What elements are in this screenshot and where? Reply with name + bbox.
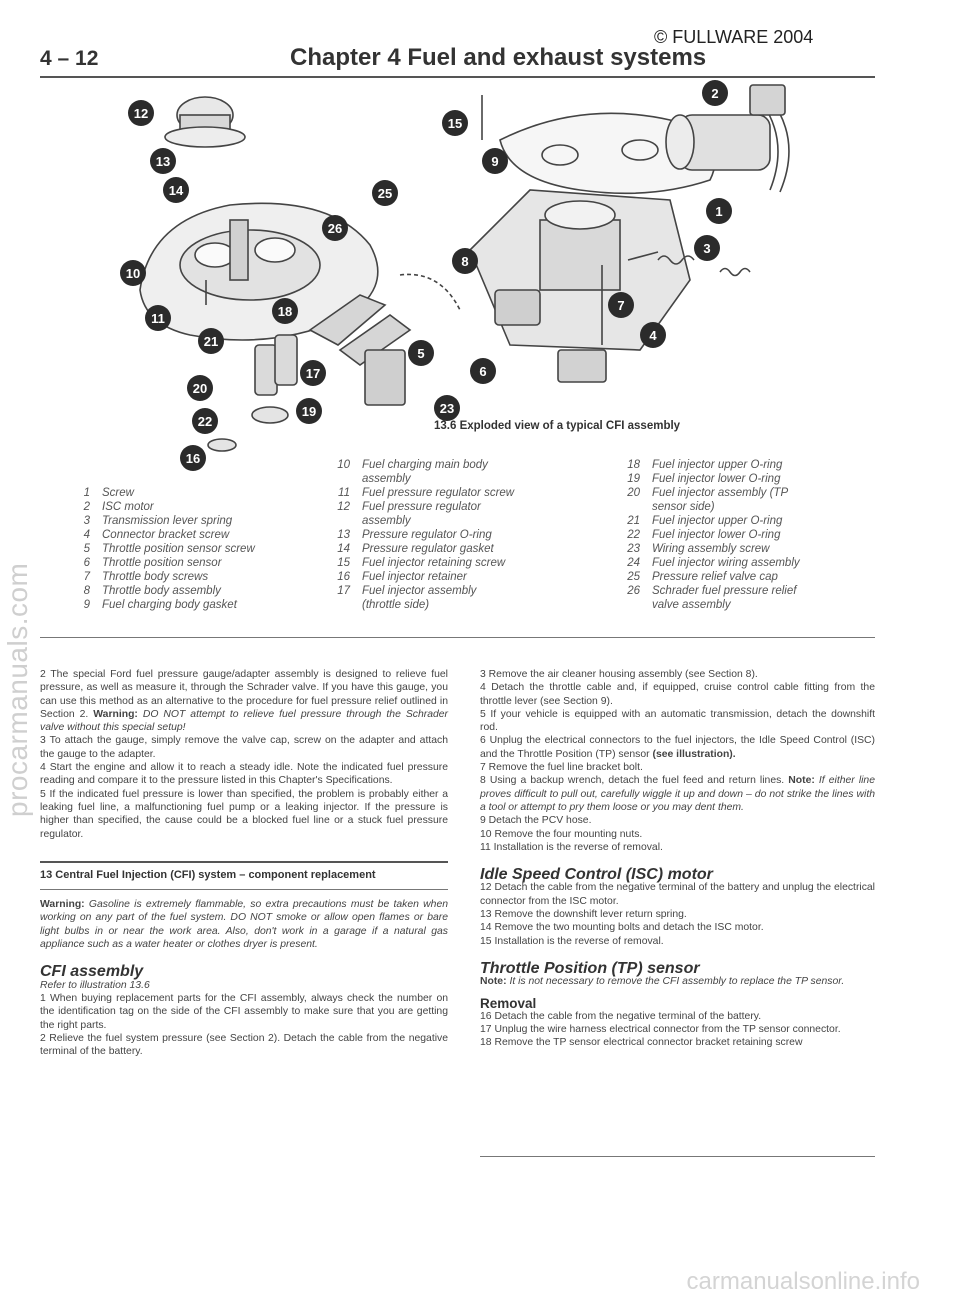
- legend-item: 21 Fuel injector upper O-ring: [627, 515, 783, 527]
- legend-item: 11 Fuel pressure regulator screw: [338, 487, 515, 499]
- paragraph-r12: 12 Detach the cable from the negative terminal of the battery and unplug the electrical connector from the ISC motor.: [480, 882, 875, 907]
- callout-23: 23: [434, 395, 460, 421]
- legend-column-2: [330, 458, 585, 612]
- legend-item: 19 Fuel injector lower O-ring: [627, 473, 781, 485]
- legend-item: 8 Throttle body assembly: [83, 585, 221, 597]
- legend-item: 7 Throttle body screws: [83, 571, 209, 583]
- legend-item: 23 Wiring assembly screw: [627, 543, 770, 555]
- legend-column-3: [620, 458, 875, 612]
- callout-3: 3: [694, 235, 720, 261]
- callout-15: 15: [442, 110, 468, 136]
- legend-item: 16 Fuel injector retainer: [337, 571, 467, 583]
- callout-6: 6: [470, 358, 496, 384]
- callout-4: 4: [640, 322, 666, 348]
- copyright-notice: © FULLWARE 2004: [654, 27, 814, 47]
- callout-1: 1: [706, 198, 732, 224]
- legend-item: 9 Fuel charging body gasket: [83, 599, 237, 611]
- callout-25: 25: [372, 180, 398, 206]
- legend-item: 3 Transmission lever spring: [83, 515, 233, 527]
- callout-19: 19: [296, 398, 322, 424]
- callout-8: 8: [452, 248, 478, 274]
- left-body-column: [40, 668, 448, 1058]
- figure-caption: 13.6 Exploded view of a typical CFI assembly: [434, 420, 681, 432]
- legend-item: 1 Screw: [83, 487, 134, 499]
- right-body-column: [480, 668, 875, 1050]
- paragraph-r18: 18 Remove the TP sensor electrical connector bracket retaining screw: [480, 1037, 803, 1049]
- paragraph-r16: 16 Detach the cable from the negative terminal of the battery.: [480, 1010, 762, 1022]
- callout-10: 10: [120, 260, 146, 286]
- callout-2: 2: [702, 80, 728, 106]
- isc-motor-heading: Idle Speed Control (ISC) motor: [480, 866, 713, 884]
- paragraph-r6: 6 Unplug the electrical connectors to the fuel injectors, the Idle Speed Control (ISC) and the Throttle Position (TP) sensor (see illustration).: [480, 735, 875, 760]
- chapter-title: Chapter 4 Fuel and exhaust systems: [290, 44, 707, 71]
- paragraph-4: 4 Start the engine and allow it to reach a steady idle. Note the indicated fuel pressure reading and compare it to the pressure listed in this Chapter's Specifications.: [40, 762, 448, 787]
- callout-12: 12: [128, 100, 154, 126]
- paragraph-r13: 13 Remove the downshift lever return spring.: [480, 909, 687, 921]
- paragraph-r9: 9 Detach the PCV hose.: [480, 815, 592, 827]
- legend-item: 25 Pressure relief valve cap: [627, 571, 778, 583]
- callout-18: 18: [272, 298, 298, 324]
- watermark-carmanualsonline: carmanualsonline.info: [686, 1268, 920, 1295]
- paragraph-r8: 8 Using a backup wrench, detach the fuel feed and return lines. Note: If either line proves difficult to pull out, carefully wiggle it up and down – do not strike the lines with a tool or attempt to pry them loose or you may dent them.: [480, 775, 875, 813]
- legend-divider: [40, 637, 875, 638]
- legend-item: 2 ISC motor: [83, 501, 154, 513]
- section-heading-13: 13 Central Fuel Injection (CFI) system – component replacement: [40, 861, 448, 890]
- paragraph-r17: 17 Unplug the wire harness electrical connector from the TP sensor connector.: [480, 1024, 841, 1036]
- legend-item: 14 Pressure regulator gasket: [337, 543, 494, 555]
- callout-14: 14: [163, 177, 189, 203]
- callout-5: 5: [408, 340, 434, 366]
- legend-item: 20 Fuel injector assembly (TP sensor side): [627, 487, 788, 513]
- paragraph-c1: 1 When buying replacement parts for the CFI assembly, always check the number on the identification tag on the side of the CFI assembly to make sure that you are getting the right parts.: [40, 992, 448, 1031]
- legend-item: 5 Throttle position sensor screw: [83, 543, 255, 555]
- paragraph-c2: 2 Relieve the fuel system pressure (see Section 2). Detach the cable from the negative terminal of the battery.: [40, 1032, 448, 1058]
- watermark-procarmanuals: procarmanuals.com: [2, 562, 33, 818]
- legend-item: 12 Fuel pressure regulator assembly: [337, 501, 481, 527]
- callout-11: 11: [145, 305, 171, 331]
- callout-20: 20: [187, 375, 213, 401]
- paragraph-5: 5 If the indicated fuel pressure is lower than specified, the problem is probably either a leaking fuel line, a malfunctioning fuel pump or a leaking injector. If the pressure is higher than specified, the cause could be a blocked fuel line or a stuck fuel pressure regulator.: [40, 788, 448, 840]
- legend-item: 6 Throttle position sensor: [83, 557, 222, 569]
- legend-item: 26 Schrader fuel pressure relief valve assembly: [627, 585, 797, 611]
- paragraph-r7: 7 Remove the fuel line bracket bolt.: [480, 762, 643, 774]
- callout-17: 17: [300, 360, 326, 386]
- legend-item: 4 Connector bracket screw: [83, 529, 230, 541]
- paragraph-3: 3 To attach the gauge, simply remove the valve cap, screw on the adapter and attach the gauge to the adapter.: [40, 735, 448, 760]
- callout-26: 26: [322, 215, 348, 241]
- tp-sensor-heading: Throttle Position (TP) sensor: [480, 959, 700, 977]
- legend-item: 15 Fuel injector retaining screw: [337, 557, 506, 569]
- paragraph-2: 2 The special Ford fuel pressure gauge/adapter assembly is designed to relieve fuel pressure, as well as measure it, through the Schrader valve. If you have this gauge, you can use this method as an alternative to the procedure for fuel pressure relief outlined in Section 2. Warning: DO NOT attempt to relieve fuel pressure through the Schrader valve without this special setup!: [40, 669, 448, 734]
- paragraph-r14: 14 Remove the two mounting bolts and detach the ISC motor.: [480, 922, 764, 934]
- legend-column-1: [70, 486, 300, 612]
- callout-13: 13: [150, 148, 176, 174]
- illustration-reference: Refer to illustration 13.6: [40, 979, 150, 991]
- legend-item: 10 Fuel charging main body assembly: [337, 459, 488, 485]
- paragraph-r10: 10 Remove the four mounting nuts.: [480, 828, 643, 840]
- callout-22: 22: [192, 408, 218, 434]
- paragraph-r15: 15 Installation is the reverse of removal.: [480, 935, 664, 947]
- paragraph-r11: 11 Installation is the reverse of removal.: [480, 841, 663, 853]
- callout-16: 16: [180, 445, 206, 471]
- tp-note: Note: It is not necessary to remove the CFI assembly to replace the TP sensor.: [480, 976, 845, 988]
- legend-item: 24 Fuel injector wiring assembly: [627, 557, 800, 569]
- cfi-assembly-drawing: [110, 80, 870, 460]
- page-number: 4 – 12: [40, 47, 99, 70]
- legend-item: 22 Fuel injector lower O-ring: [627, 529, 781, 541]
- callout-7: 7: [608, 292, 634, 318]
- paragraph-r5: 5 If your vehicle is equipped with an automatic transmission, detach the downshift rod.: [480, 708, 875, 734]
- callout-21: 21: [198, 328, 224, 354]
- bottom-rule: [480, 1156, 875, 1157]
- callout-9: 9: [482, 148, 508, 174]
- paragraph-r3: 3 Remove the air cleaner housing assembly (see Section 8).: [480, 669, 758, 680]
- removal-heading: Removal: [480, 995, 537, 1011]
- warning-paragraph: Warning: Gasoline is extremely flammable, so extra precautions must be taken when working on any part of the fuel system. DO NOT smoke or allow open flames or bare light bulbs in or near the work area. Also, don't work in a garage if a natural gas appliance such as a water heater or clothes dryer is present.: [40, 899, 448, 951]
- cfi-assembly-heading: CFI assembly: [40, 963, 144, 981]
- legend-item: 17 Fuel injector assembly (throttle side): [337, 585, 477, 611]
- paragraph-r4: 4 Detach the throttle cable and, if equipped, cruise control cable fitting from the throttle lever (see Section 9).: [480, 682, 875, 707]
- legend-item: 18 Fuel injector upper O-ring: [627, 459, 783, 471]
- legend-item: 13 Pressure regulator O-ring: [337, 529, 492, 541]
- header-rule: [40, 76, 875, 78]
